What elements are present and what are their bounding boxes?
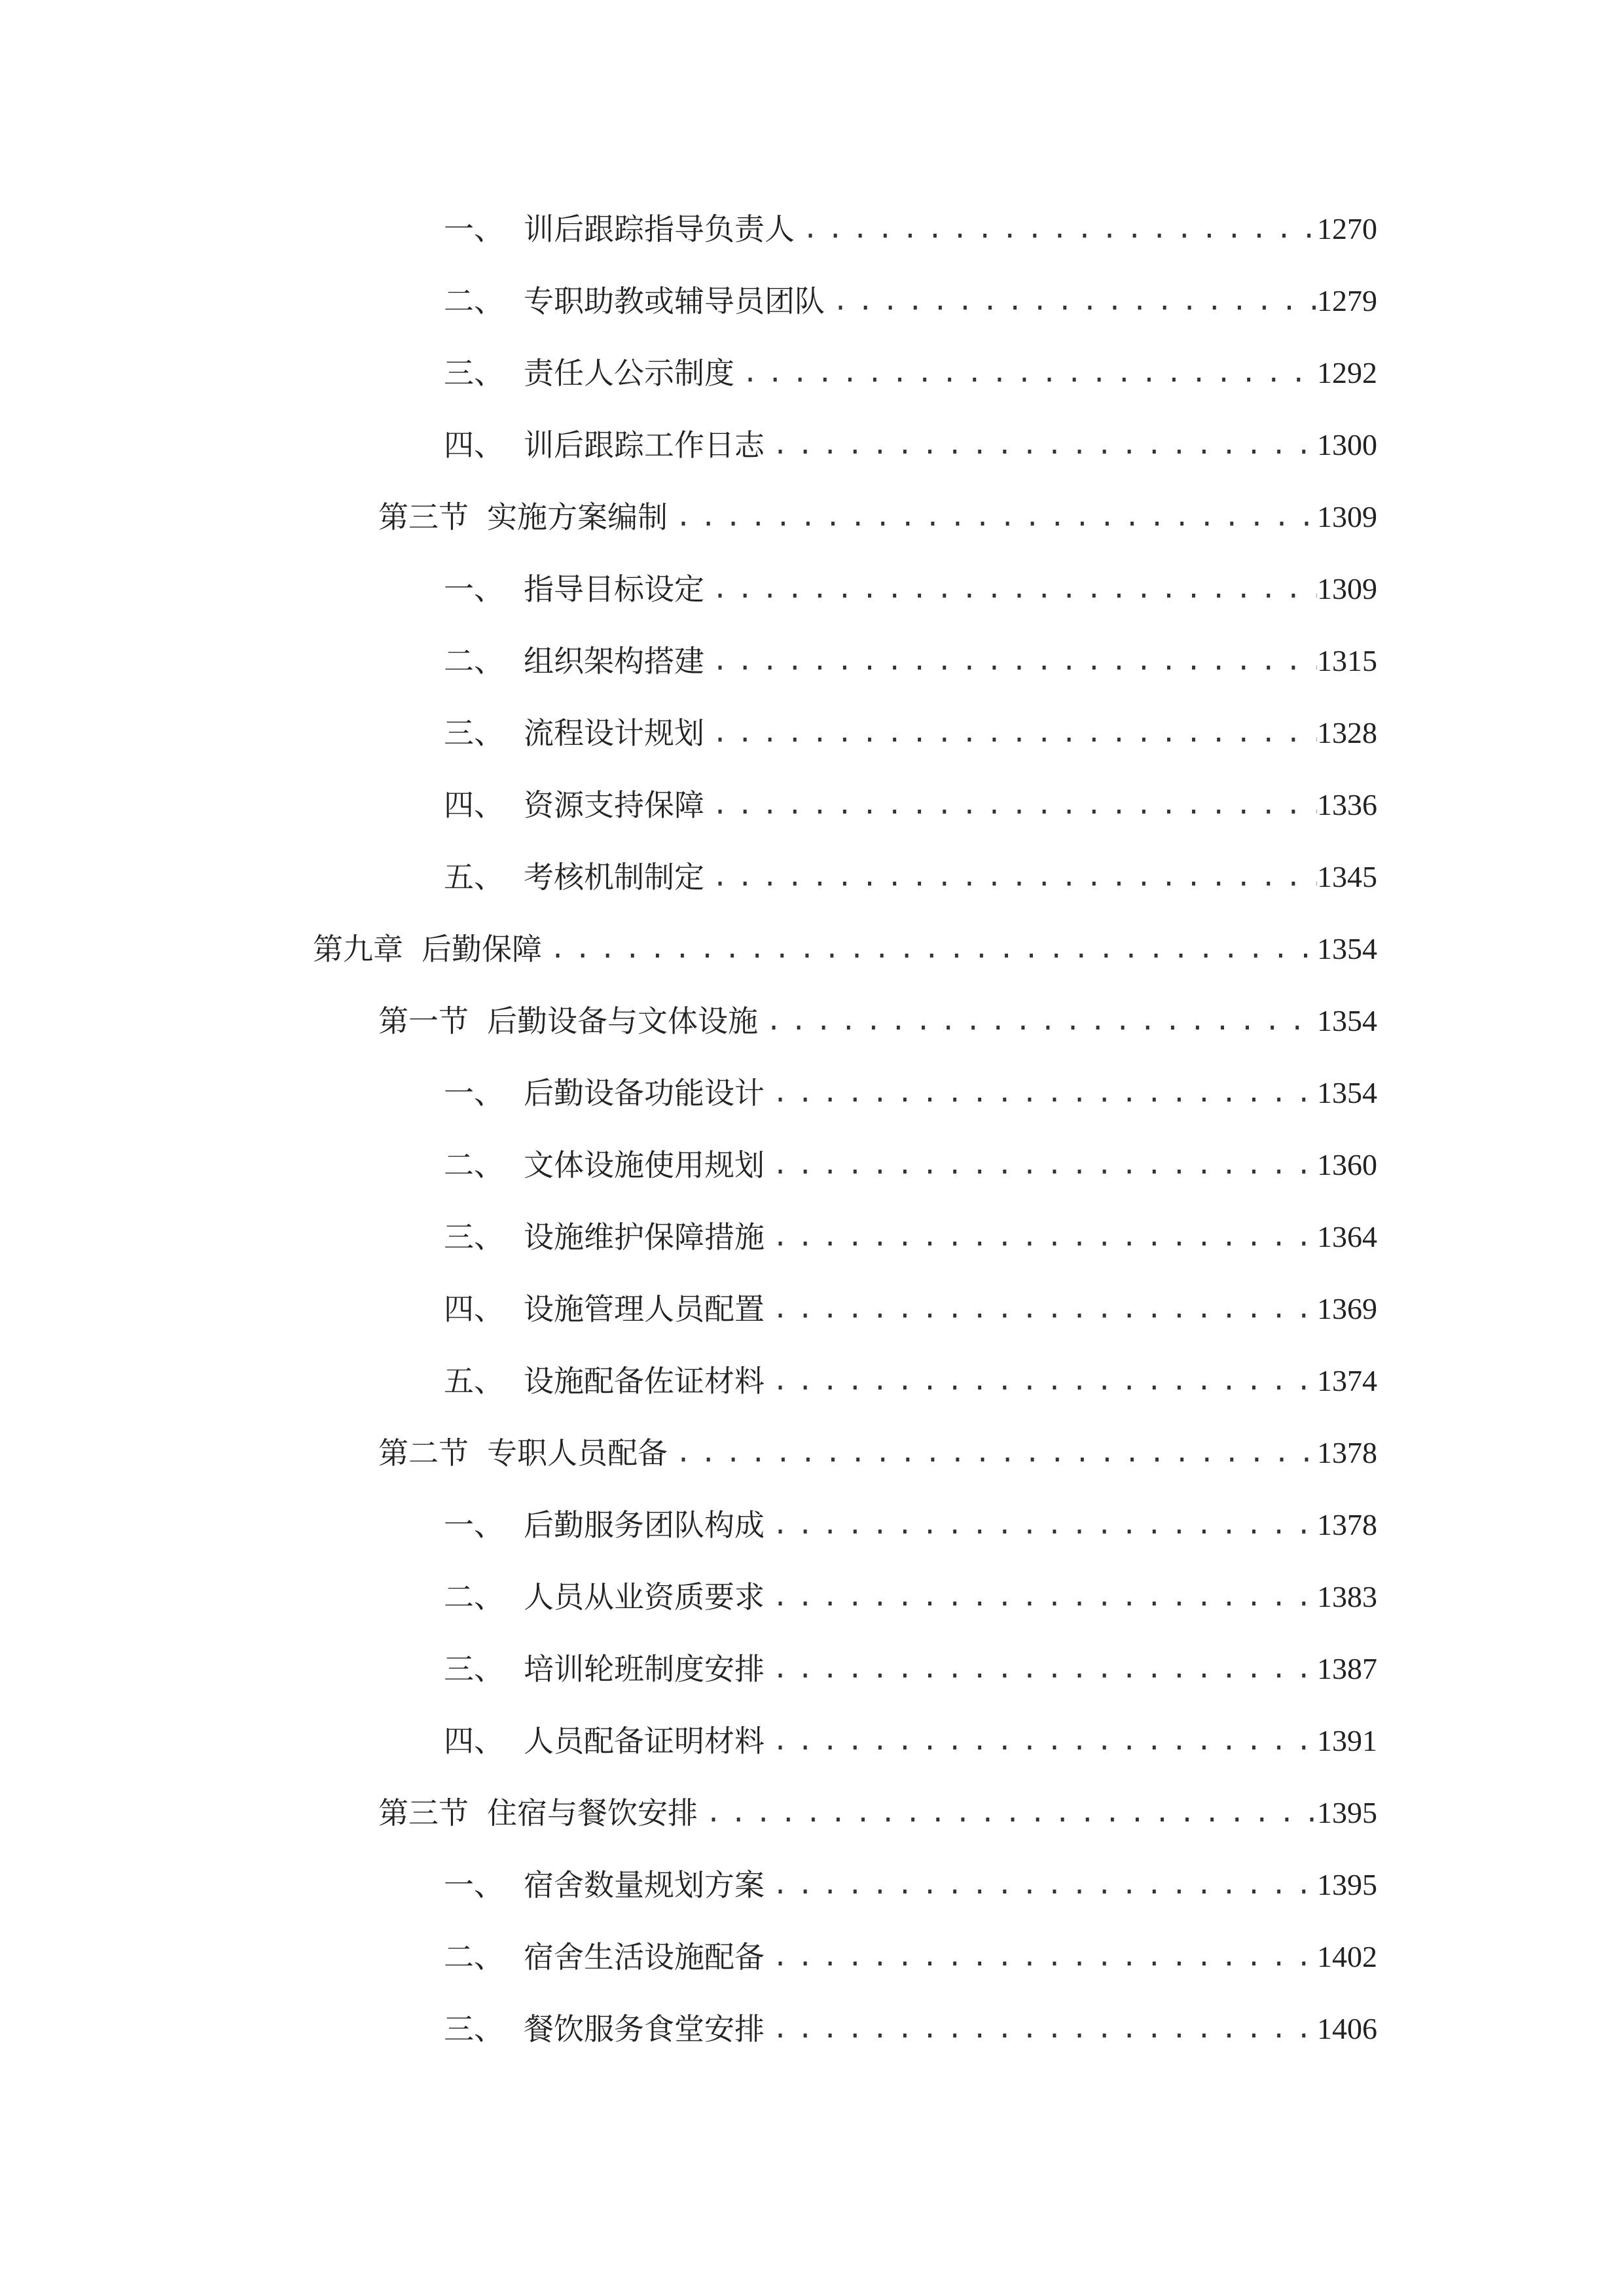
toc-entry[interactable] (444, 1505, 1377, 1545)
toc-entry-page: 1395 (1317, 1868, 1377, 1901)
toc-entry-title: 专职人员配备 (487, 1435, 668, 1471)
toc-dot-leader (668, 1433, 1317, 1473)
toc-entry-number: 第九章 (313, 931, 403, 967)
toc-entry-section[interactable] (378, 1001, 1377, 1041)
toc-dot-leader (704, 569, 1317, 609)
toc-entry-number: 第三节 (378, 499, 469, 535)
toc-entry-title: 流程设计规划 (524, 715, 704, 751)
toc-entry-number: 一、 (444, 1075, 504, 1111)
toc-entry-page: 1364 (1317, 1220, 1377, 1253)
toc-entry-title: 指导目标设定 (524, 571, 704, 607)
toc-entry[interactable] (444, 1937, 1377, 1977)
toc-entry-page: 1383 (1317, 1580, 1377, 1613)
toc-entry-chapter[interactable] (313, 929, 1377, 969)
toc-dot-leader (704, 713, 1317, 753)
toc-dot-leader (765, 1073, 1317, 1113)
toc-entry-page: 1378 (1317, 1436, 1377, 1469)
toc-entry-title: 设施维护保障措施 (524, 1219, 765, 1255)
toc-dot-leader (704, 785, 1317, 825)
toc-entry-page: 1369 (1317, 1292, 1377, 1325)
toc-entry-title: 实施方案编制 (487, 499, 668, 535)
toc-entry-page: 1391 (1317, 1724, 1377, 1757)
toc-entry[interactable] (444, 281, 1377, 321)
toc-entry-title: 资源支持保障 (524, 787, 704, 823)
toc-entry[interactable] (444, 2009, 1377, 2049)
toc-dot-leader (765, 425, 1317, 465)
toc-entry-title: 考核机制制定 (524, 859, 704, 895)
toc-entry-page: 1360 (1317, 1148, 1377, 1181)
toc-dot-leader (765, 1865, 1317, 1905)
toc-dot-leader (765, 1145, 1317, 1185)
toc-entry-title: 文体设施使用规划 (524, 1147, 765, 1183)
toc-dot-leader (758, 1001, 1317, 1041)
toc-entry-page: 1336 (1317, 788, 1377, 821)
toc-entry[interactable] (444, 857, 1377, 897)
toc-entry-number: 四、 (444, 1291, 504, 1327)
toc-entry-number: 第二节 (378, 1435, 469, 1471)
toc-entry[interactable] (444, 1217, 1377, 1257)
toc-entry-title: 后勤服务团队构成 (524, 1507, 765, 1543)
toc-entry-number: 二、 (444, 1147, 504, 1183)
toc-entry-page: 1309 (1317, 572, 1377, 605)
toc-entry-number: 五、 (444, 1363, 504, 1399)
toc-entry-page: 1378 (1317, 1508, 1377, 1541)
toc-entry-number: 四、 (444, 1723, 504, 1759)
toc-dot-leader (765, 1937, 1317, 1977)
toc-entry-page: 1345 (1317, 860, 1377, 893)
toc-entry[interactable] (444, 641, 1377, 681)
toc-entry[interactable] (444, 425, 1377, 465)
toc-entry[interactable] (444, 1721, 1377, 1761)
toc-entry-title: 人员从业资质要求 (524, 1579, 765, 1615)
toc-entry-page: 1402 (1317, 1940, 1377, 1973)
toc-entry-title: 宿舍生活设施配备 (524, 1939, 765, 1975)
toc-dot-leader (765, 1217, 1317, 1257)
toc-entry-number: 一、 (444, 571, 504, 607)
toc-entry[interactable] (444, 1145, 1377, 1185)
toc-entry-number: 一、 (444, 1867, 504, 1903)
toc-dot-leader (765, 1289, 1317, 1329)
toc-entry-page: 1309 (1317, 500, 1377, 533)
toc-entry[interactable] (444, 353, 1377, 393)
toc-entry[interactable] (444, 1361, 1377, 1401)
toc-entry-page: 1300 (1317, 428, 1377, 461)
toc-dot-leader (765, 1361, 1317, 1401)
toc-entry[interactable] (444, 569, 1377, 609)
toc-entry-title: 训后跟踪工作日志 (524, 427, 765, 463)
toc-entry-number: 二、 (444, 1579, 504, 1615)
toc-entry-title: 后勤设备与文体设施 (487, 1003, 758, 1039)
toc-dot-leader (542, 929, 1317, 969)
toc-entry-page: 1354 (1317, 1004, 1377, 1037)
toc-dot-leader (668, 497, 1317, 537)
toc-entry-page: 1374 (1317, 1364, 1377, 1397)
toc-entry-number: 二、 (444, 1939, 504, 1975)
toc-entry-number: 三、 (444, 2011, 504, 2047)
toc-entry-number: 二、 (444, 283, 504, 319)
toc-entry[interactable] (444, 1577, 1377, 1617)
toc-dot-leader (765, 1577, 1317, 1617)
toc-dot-leader (698, 1793, 1317, 1833)
toc-entry-section[interactable] (378, 1793, 1377, 1833)
toc-entry-title: 培训轮班制度安排 (524, 1651, 765, 1687)
toc-entry-title: 组织架构搭建 (524, 643, 704, 679)
toc-entry-page: 1328 (1317, 716, 1377, 749)
toc-entry-number: 二、 (444, 643, 504, 679)
toc-entry-number: 四、 (444, 787, 504, 823)
toc-entry-title: 人员配备证明材料 (524, 1723, 765, 1759)
toc-entry[interactable] (444, 1865, 1377, 1905)
toc-entry[interactable] (444, 1649, 1377, 1689)
toc-entry-title: 后勤保障 (422, 931, 542, 967)
toc-dot-leader (765, 1649, 1317, 1689)
toc-entry-section[interactable] (378, 497, 1377, 537)
toc-entry-page: 1270 (1317, 212, 1377, 245)
toc-dot-leader (734, 353, 1317, 393)
toc-entry-number: 三、 (444, 1651, 504, 1687)
toc-entry-number: 三、 (444, 715, 504, 751)
toc-entry-number: 三、 (444, 1219, 504, 1255)
toc-entry-page: 1354 (1317, 1076, 1377, 1109)
toc-entry[interactable] (444, 1073, 1377, 1113)
toc-entry-title: 训后跟踪指导负责人 (524, 211, 795, 247)
toc-entry-title: 后勤设备功能设计 (524, 1075, 765, 1111)
toc-entry-title: 住宿与餐饮安排 (487, 1795, 698, 1831)
toc-entry-page: 1406 (1317, 2012, 1377, 2045)
toc-entry-title: 设施管理人员配置 (524, 1291, 765, 1327)
toc-entry-section[interactable] (378, 1433, 1377, 1473)
toc-dot-leader (825, 281, 1317, 321)
toc-entry-title: 设施配备佐证材料 (524, 1363, 765, 1399)
toc-entry-title: 责任人公示制度 (524, 355, 734, 391)
toc-entry[interactable] (444, 209, 1377, 249)
toc-entry-title: 专职助教或辅导员团队 (524, 283, 825, 319)
toc-entry-page: 1315 (1317, 644, 1377, 677)
toc-entry[interactable] (444, 785, 1377, 825)
toc-entry[interactable] (444, 1289, 1377, 1329)
toc-dot-leader (765, 1505, 1317, 1545)
toc-dot-leader (704, 641, 1317, 681)
toc-entry-page: 1387 (1317, 1652, 1377, 1685)
toc-dot-leader (765, 1721, 1317, 1761)
toc-entry-title: 餐饮服务食堂安排 (524, 2011, 765, 2047)
toc-entry-number: 一、 (444, 1507, 504, 1543)
toc-entry-number: 五、 (444, 859, 504, 895)
toc-entry[interactable] (444, 713, 1377, 753)
toc-entry-title: 宿舍数量规划方案 (524, 1867, 765, 1903)
toc-entry-page: 1279 (1317, 284, 1377, 317)
toc-dot-leader (795, 209, 1317, 249)
toc-dot-leader (704, 857, 1317, 897)
toc-entry-number: 三、 (444, 355, 504, 391)
toc-entry-number: 四、 (444, 427, 504, 463)
toc-entry-number: 一、 (444, 211, 504, 247)
toc-entry-page: 1395 (1317, 1796, 1377, 1829)
toc-entry-page: 1354 (1317, 932, 1377, 965)
toc-entry-number: 第一节 (378, 1003, 469, 1039)
toc-dot-leader (765, 2009, 1317, 2049)
toc-entry-number: 第三节 (378, 1795, 469, 1831)
toc-entry-page: 1292 (1317, 356, 1377, 389)
